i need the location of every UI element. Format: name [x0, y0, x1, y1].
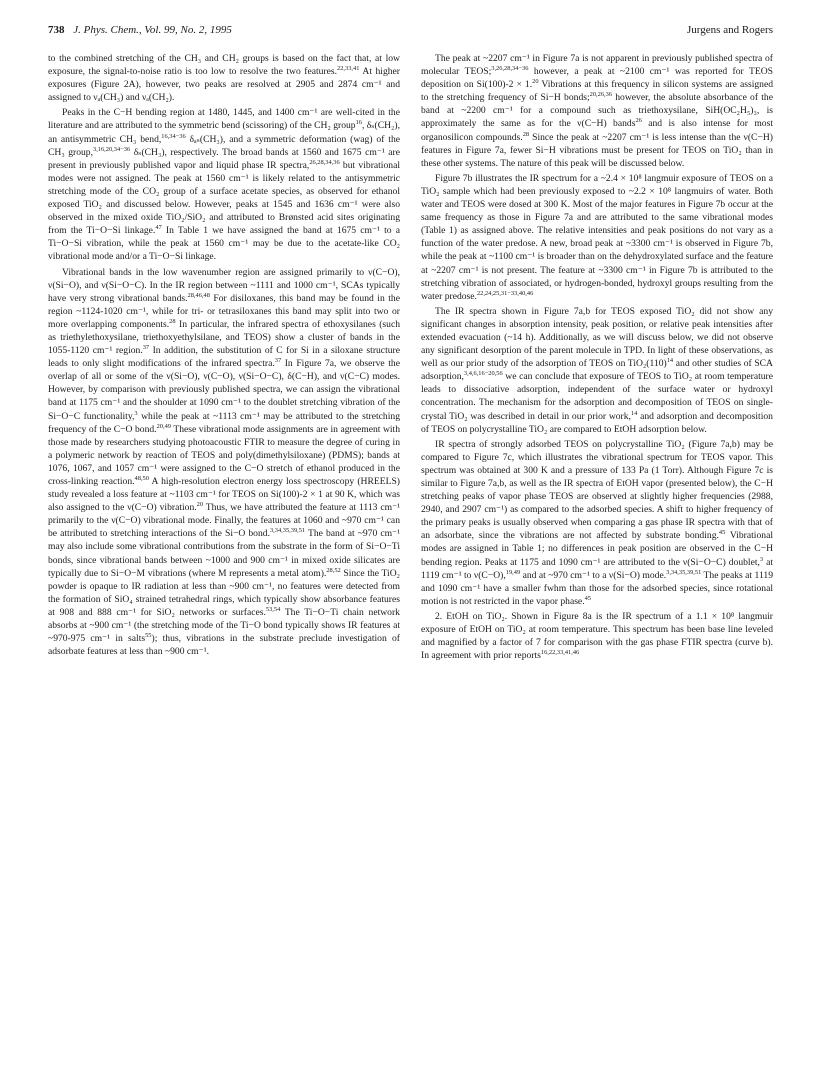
reference-superscript: 3,34,35,39,51	[269, 527, 306, 535]
paragraph: Vibrational bands in the low wavenumber region are assigned primarily to ν(C−O), ν(Si−O), and ν(Si−O−C). In the IR region between ~1111 and 1000 cm⁻¹, SCAs typically have very strong vibrational bands.$^{28,46,48}$ For disiloxanes, this band may be found in the region ~1124-1020 cm⁻¹, while for tri- or tetrasiloxanes this band may split into two or more overlapping components.$^{28}$ In particular, the infrared spectra of ethoxysilanes (such as triethylethoxysilane, triethoxyethylsilane, and TEOS) show a cluster of bands in the 1055-1120 cm⁻¹ region.$^{37}$ In addition, the substitution of C for Si in a siloxane structure leads to only slight modifications of the infrared spectra.$^{37}$ In Figure 7a, we observe the overlap of all or some of the ν(Si−O), ν(C−O), ν(Si−O−C), δ(C−H), and ν(C−C) modes. However, by comparison with previously published spectra, we can assign the vibrational band at 1175 cm⁻¹ and the shoulder at 1090 cm⁻¹ to the doublet stretching vibration of the Si−O−C functionality,$^3$ while the peak at ~1113 cm⁻¹ may be attributed to the stretching frequency of the C−O bond.$^{20,49}$ These vibrational mode assignments are in agreement with those made by researchers studying photoacoustic FTIR to measure the degree of curing in a polymeric network by reaction of TEOS and poly(dimethylsiloxane) (PDMS); bands at 1076, 1067, and 1057 cm⁻¹ were assigned to the C−O stretch of ethanol produced in the cross-linking reaction.$^{48,50}$ A high-resolution electron energy loss spectroscopy (HREELS) study revealed a loss feature at ~1103 cm⁻¹ for TEOS on Si(100)-2 × 1 at 90 K, which was also assigned to the ν(C−O) vibration.$^{20}$ Thus, we have attributed the feature at 1113 cm⁻¹ primarily to the ν(C−O) vibrational mode. Finally, the features at 1060 and ~970 cm⁻¹ can be attributed to stretching interactions of the Si−O bond.$^{3,34,35,39,51}$ The band at ~970 cm⁻¹ may also include some vibrational contributions from the substrate in the form of Si−O−Ti bonds, since vibrational bands between ~1000 and 900 cm⁻¹ in mixed oxide silicates are typically due to Si−O−M vibrations (where M represents a metal atom).$^{28,52}$ Since the TiO₂ powder is opaque to IR radiation at less than ~900 cm⁻¹, no features were detected from the formation of SiO₄ strained tetrahedral rings, which typically show absorbance features at 908 and 888 cm⁻¹ for SiO₂ networks or surfaces.$^{53,54}$ The Ti−O−Ti chain network absorbs at ~900 cm⁻¹ (the stretching mode of the Ti−O bond typically shows IR features at ~970-975 cm⁻¹ in salts$^{55}$); thus, vibrations in the substrate preclude investigation of adsorbate features at less than ~900 cm⁻¹.	[48, 266, 401, 658]
reference-superscript: 22,24,25,31−33,40,46	[476, 289, 534, 297]
running-authors: Jurgens and Rogers	[687, 24, 773, 36]
reference-superscript: 14	[666, 357, 674, 365]
reference-superscript: 53,54	[265, 605, 281, 613]
reference-superscript: 26,28,34,36	[309, 158, 340, 166]
left-column	[48, 52, 400, 658]
reference-superscript: 19,49	[505, 568, 521, 576]
paragraph: Peaks in the C−H bending region at 1480, 1445, and 1400 cm⁻¹ are well-cited in the literature and are attributed to the symmetric bend (scissoring) of the CH₂ group$^{16}$, δₛ(CH₂), an antisymmetric CH₃ bend,$^{16,34-36}$ δₐₛ(CH₃), and a symmetric deformation (wag) of the CH₃ group,$^{3,16,20,34-36}$ δₛ(CH₃), respectively. The broad bands at 1560 and 1675 cm⁻¹ are present in previously published vapor and liquid phase IR spectra,$^{26,28,34,36}$ but vibrational modes were not assigned. The peak at 1560 cm⁻¹ is likely related to the antisymmetric stretching mode of the CO₂ group of a surface acetate species, as observed for ethanol exposed TiO₂ and discussed below. However, peaks at 1545 and 1636 cm⁻¹ were also observed in the mixed oxide TiO₂/SiO₂ and attributed to Brønsted acid sites originating from the Ti−O−Si linkage.$^{47}$ In Table 1 we have assigned the band at 1675 cm⁻¹ to a Ti−O−Si vibration, while the peak at 1560 cm⁻¹ may be due to the acetate-like CO₂ vibrational mode and/or a Ti−O−Si linkage.	[48, 107, 400, 263]
reference-superscript: 37	[142, 344, 150, 352]
reference-superscript: 48,50	[134, 475, 149, 482]
journal-citation: J. Phys. Chem., Vol. 99, No. 2, 1995	[73, 24, 232, 36]
reference-superscript: 28	[169, 317, 176, 325]
reference-superscript: 16,34−36	[161, 132, 186, 140]
reference-superscript: 37	[274, 357, 282, 365]
reference-superscript: 47	[155, 224, 162, 232]
reference-superscript: 55	[145, 632, 152, 640]
reference-superscript: 14	[630, 409, 638, 417]
header-left	[48, 22, 232, 38]
reference-superscript: 22,33,41	[337, 65, 360, 73]
reference-superscript: 16,22,33,41,46	[540, 649, 580, 657]
reference-superscript: 28,52	[326, 566, 341, 574]
reference-superscript: 3,16,20,34−36	[93, 145, 131, 153]
right-column	[421, 52, 773, 662]
reference-superscript: 20,26,36	[589, 91, 613, 99]
reference-superscript: 45	[718, 529, 726, 537]
reference-superscript: 3,34,35,39,51	[666, 568, 702, 576]
paragraph: The peak at ~2207 cm⁻¹ in Figure 7a is not apparent in previously published spectra of molecular TEOS;$^{3,26,28,34-36}$ however, a peak at ~2100 cm⁻¹ was reported for TEOS deposition on Si(100)-2 × 1.20 Vibrations at this frequency in silicon systems are assigned to the stretching frequency of Si−H bonds;$^{20,26,36}$ however, the absolute absorbance of the band at ~2200 cm⁻¹ for a compound such as triethoxysilane, SiH(OC₂H₅)₃, is approximately the same as for the ν(C−H) bands$^{26}$ and is also intense for most organosilicon compounds.$^{28}$ Since the peak at ~2207 cm⁻¹ is less intense than the ν(C−H) features in Figure 7a, fewer Si−H vibrations must be present for TEOS on TiO₂ than in these other systems. The nature of this peak will be discussed below.	[421, 53, 774, 169]
reference-superscript: 20	[532, 78, 539, 86]
reference-superscript: 3	[759, 555, 764, 563]
reference-superscript: 20	[196, 501, 204, 509]
page-header	[48, 22, 773, 38]
reference-superscript: 3	[134, 409, 138, 417]
paragraph: IR spectra of strongly adsorbed TEOS on polycrystalline TiO₂ (Figure 7a,b) may be compared to Figure 7c, which illustrates the vibrational spectrum for TEOS vapor. This spectrum was obtained at 300 K and a pressure of 133 Pa (1 Torr). Although Figure 7c is similar to Figure 7a,b, as well as the IR spectra of EtOH vapor (presented below), the C−H stretching peaks of vapor phase TEOS are observed at slightly higher frequencies (2988, 2940, and 2907 cm⁻¹) as compared to the adsorbed species. A shift to higher frequency of the primary peaks is usually observed when comparing a gas phase IR spectra with that of an adsorbate, since the vibrations are not affected by substrate bonding.$^{45}$ Vibrational modes are assigned in Table 1; no differences in peak position are observed in the C−H bending region. Peaks at 1175 and 1090 cm⁻¹ are attributed to the ν(Si−O−C) doublet,$^3$ at 1119 cm⁻¹ to ν(C−O),$^{19,49}$ and at ~970 cm⁻¹ to a ν(Si−O) mode.$^{3,34,35,39,51}$ The peaks at 1119 and 1090 cm⁻¹ have a smaller fwhm than those for the adsorbed species, since rotational motion is not restricted in the vapor phase.$^{45}$	[421, 438, 773, 607]
paragraph: Figure 7b illustrates the IR spectrum for a ~2.4 × 10⁸ langmuir exposure of TEOS on a TiO₂ sample which had been previously exposed to ~2.2 × 10⁸ langmuirs of water. Both water and TEOS were dosed at 300 K. Most of the major features in Figure 7b occur at the same frequency as those in Figure 7a and are attributed to the same vibrational modes (Table 1) as assigned above. The relative intensities and peak positions do not vary as a function of the water predose. A new, broad peak at ~3300 cm⁻¹ is observed in Figure 7b, while the peak at ~1100 cm⁻¹ is broader than on the dehydroxylated surface and the feature at ~2207 cm⁻¹ is not present. The feature at ~3300 cm⁻¹ in Figure 7b is attributed to the stretching vibration of associated, or hydrogen-bonded, hydroxyl groups resulting from the water predose.$^{22,24,25,31-33,40,46}$	[421, 172, 773, 302]
reference-superscript: 16	[355, 119, 362, 127]
paragraph: to the combined stretching of the CH₃ and CH₂ groups is based on the fact that, at low exposure, the signal-to-noise ratio is too low to resolve the two features.$^{22,33,41}$ At higher exposures (Figure 2A), however, two peaks are resolved at 2905 and 2874 cm⁻¹ and assigned to νₐ(CH₃) and νₐ(CH₂).	[48, 53, 400, 104]
reference-superscript: 20,49	[156, 422, 171, 430]
reference-superscript: 3,26,28,34−36	[491, 65, 529, 73]
page-number: 738	[48, 24, 65, 36]
reference-superscript: 28	[522, 130, 530, 138]
reference-superscript: 28,46,48	[187, 291, 210, 299]
reference-superscript: 26	[635, 117, 642, 125]
paragraph: 2. EtOH on TiO₂. Shown in Figure 8a is the IR spectrum of a 1.1 × 10⁸ langmuir exposure of EtOH on TiO₂ at room temperature. This spectrum has been base line leveled and magnified by a factor of 7 for comparison with the gas phase FTIR spectra (curve b). In agreement with prior reports$^{16,22,33,41,46}$	[421, 610, 773, 662]
reference-superscript: 45	[584, 594, 591, 602]
paragraph: The IR spectra shown in Figure 7a,b for TEOS exposed TiO₂ did not show any significant changes in absorption intensity, peak position, or relative peak intensities after extended evacuation (~14 h). Additionally, as we will discuss below, we did not observe any significant desorption of the parent molecule in TPD. In light of these observations, as well as our prior study of the adsorption of TEOS on $TiO_2(110)^{14}$ and other studies of SCA adsorption,$^{3,4,6,16-20,56}$ we can conclude that exposure of TEOS to TiO₂ at room temperature leads to dissociative adsorption, independent of the surface water or hydroxyl concentration. The mechanism for the adsorption and decomposition of TEOS on single-crystal TiO₂ was described in detail in our prior work,$^{14}$ and adsorption and decomposition of TEOS on polycrystalline TiO₂ are compared to EtOH adsorption below.	[421, 305, 773, 435]
reference-superscript: 3,4,6,16−20,56	[463, 370, 503, 378]
